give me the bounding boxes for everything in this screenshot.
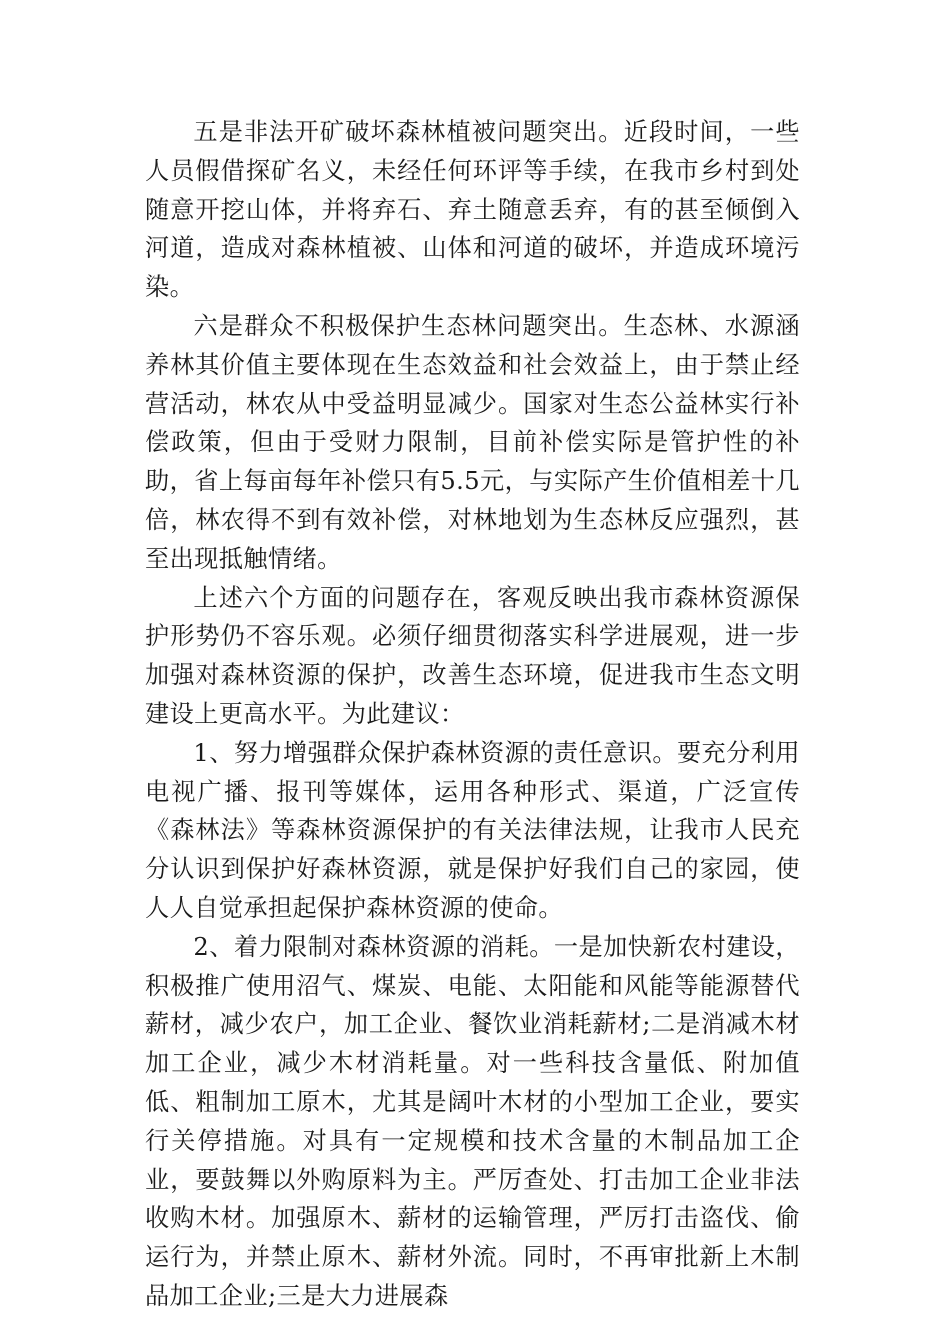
paragraph-ecological-forest: 六是群众不积极保护生态林问题突出。生态林、水源涵养林其价值主要体现在生态效益和社会效益上，由于禁止经营活动，林农从中受益明显减少。国家对生态公益林实行补偿政策，但由于受财力限制，目前补偿实际是管护性的补助，省上每亩每年补偿只有5.5元，与实际产生价值相差十几倍，林农得不到有效补偿，对林地划为生态林反应强烈，甚至出现抵触情绪。 — [145, 311, 800, 573]
paragraph-summary: 上述六个方面的问题存在，客观反映出我市森林资源保护形势仍不容乐观。必须仔细贯彻落实科学进展观，进一步加强对森林资源的保护，改善生态环境，促进我市生态文明建设上更高水平。为此建议： — [145, 583, 800, 728]
paragraph-suggestion-1: 1、努力增强群众保护森林资源的责任意识。要充分利用电视广播、报刊等媒体，运用各种形式、渠道，广泛宣传《森林法》等森林资源保护的有关法律法规，让我市人民充分认识到保护好森林资源，就是保护好我们自己的家园，使人人自觉承担起保护森林资源的使命。 — [145, 738, 800, 922]
paragraph-suggestion-2: 2、着力限制对森林资源的消耗。一是加快新农村建设，积极推广使用沼气、煤炭、电能、太阳能和风能等能源替代薪材，减少农户，加工企业、餐饮业消耗薪材;二是消减木材加工企业，减少木材消耗量。对一些科技含量低、附加值低、粗制加工原木，尤其是阔叶木材的小型加工企业，要实行关停措施。对具有一定规模和技术含量的木制品加工企业，要鼓舞以外购原料为主。严厉查处、打击加工企业非法收购木材。加强原木、薪材的运输管理，严厉打击盗伐、偷运行为，并禁止原木、薪材外流。同时，不再审批新上木制品加工企业;三是大力进展森 — [145, 932, 800, 1310]
document-page — [145, 113, 800, 1316]
paragraph-illegal-mining: 五是非法开矿破坏森林植被问题突出。近段时间，一些人员假借探矿名义，未经任何环评等手续，在我市乡村到处随意开挖山体，并将弃石、弃土随意丢弃，有的甚至倾倒入河道，造成对森林植被、山体和河道的破坏，并造成环境污染。 — [145, 118, 800, 302]
